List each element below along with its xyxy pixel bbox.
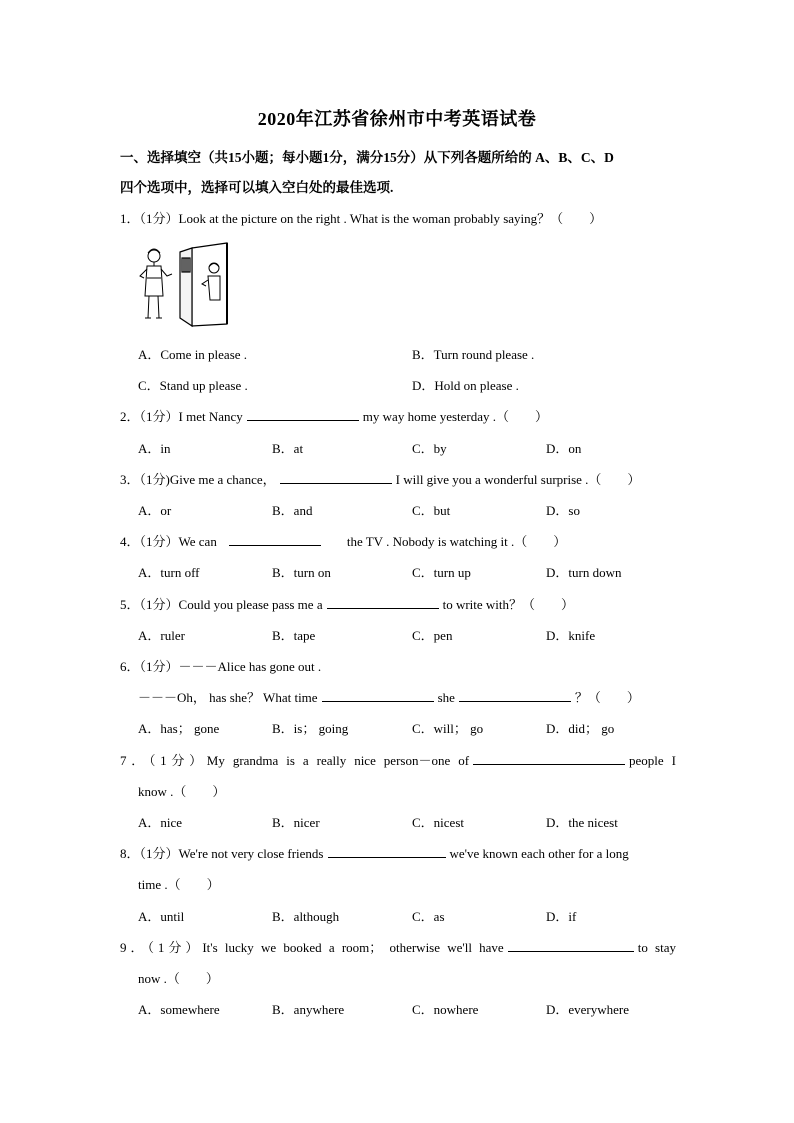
- question-score: （1分）: [139, 846, 179, 861]
- q7-option-a[interactable]: A．nice: [138, 815, 183, 830]
- question-4: [120, 531, 676, 550]
- section-instruction-line-2: 四个选项中，选择可以填入空白处的最佳选项.: [120, 180, 394, 195]
- q8-option-d[interactable]: D．if: [546, 909, 577, 924]
- q6-option-d[interactable]: D．did； go: [546, 721, 615, 736]
- q6-option-a[interactable]: A．has； gone: [138, 721, 220, 736]
- q9-option-c[interactable]: C．nowhere: [412, 1002, 479, 1017]
- answer-blank-2[interactable]: [459, 689, 571, 702]
- q9-option-b[interactable]: B．anywhere: [272, 1002, 345, 1017]
- question-number: 1．: [120, 211, 140, 226]
- q9-option-d[interactable]: D．everywhere: [546, 1002, 630, 1017]
- answer-blank[interactable]: [280, 471, 392, 484]
- question-number: 2．: [120, 409, 140, 424]
- q2-option-c[interactable]: C．by: [412, 441, 447, 456]
- question-stem-part: I met Nancy: [178, 409, 243, 424]
- answer-blank[interactable]: [328, 845, 446, 858]
- question-number: 7．: [120, 753, 149, 768]
- q1-option-c[interactable]: C．Stand up please .: [138, 378, 248, 393]
- question-stem-part: We're not very close friends: [178, 846, 324, 861]
- question-stem-part: －－－Oh， has she？ What time: [138, 690, 318, 705]
- question-6: [120, 656, 676, 675]
- question-8: [120, 843, 676, 862]
- woman-figure: [140, 249, 172, 318]
- q7-option-b[interactable]: B．nicer: [272, 815, 320, 830]
- question-stem-part: we've known each other for a long: [449, 846, 629, 861]
- q6-option-c[interactable]: C．will； go: [412, 721, 484, 736]
- question-score: （1分): [139, 472, 170, 487]
- question-9: [120, 937, 676, 956]
- q7-option-c[interactable]: C．nicest: [412, 815, 464, 830]
- question-stem-part: My grandma is a really nice person－one of: [206, 753, 470, 768]
- question-number: 4．: [120, 534, 140, 549]
- q3-option-d[interactable]: D．so: [546, 503, 580, 518]
- question-7-continuation: know .（ ）: [138, 784, 226, 799]
- question-stem-part: she: [437, 690, 455, 705]
- answer-blank[interactable]: [508, 939, 634, 952]
- question-score: （1分）: [139, 409, 179, 424]
- question-6-line-2: [138, 687, 640, 706]
- q2-option-d[interactable]: D．on: [546, 441, 582, 456]
- question-stem-part: We can: [178, 534, 217, 549]
- question-3: [120, 469, 676, 488]
- question-stem-part: my way home yesterday .（ ）: [362, 409, 549, 424]
- q3-option-b[interactable]: B．and: [272, 503, 313, 518]
- question-stem-part: Give me a chance，: [169, 472, 276, 487]
- question-stem-part: ？（ ）: [574, 690, 640, 705]
- q5-option-c[interactable]: C．pen: [412, 628, 453, 643]
- answer-blank[interactable]: [229, 533, 321, 546]
- q8-option-c[interactable]: C．as: [412, 909, 445, 924]
- question-score: （1分）: [139, 534, 179, 549]
- question-number: 9．: [120, 940, 148, 955]
- question-stem-part: Could you please pass me a: [178, 597, 323, 612]
- question-stem-part: the TV . Nobody is watching it .（ ）: [346, 534, 567, 549]
- q5-option-a[interactable]: A．ruler: [138, 628, 185, 643]
- q2-option-b[interactable]: B．at: [272, 441, 304, 456]
- question-score: （1分）: [147, 940, 203, 955]
- question-number: 3．: [120, 472, 140, 487]
- question-8-continuation: time .（ ）: [138, 877, 220, 892]
- q3-option-c[interactable]: C．but: [412, 503, 451, 518]
- question-number: 6．: [120, 659, 140, 674]
- question-number: 8．: [120, 846, 140, 861]
- q4-option-c[interactable]: C．turn up: [412, 565, 471, 580]
- q2-option-a[interactable]: A．in: [138, 441, 171, 456]
- question-5: [120, 594, 676, 613]
- q4-option-d[interactable]: D．turn down: [546, 565, 622, 580]
- q4-option-a[interactable]: A．turn off: [138, 565, 200, 580]
- answer-blank[interactable]: [247, 408, 359, 421]
- q8-option-a[interactable]: A．until: [138, 909, 185, 924]
- question-stem-part: people I: [629, 753, 676, 768]
- question-score: （1分）: [139, 211, 179, 226]
- q1-option-d[interactable]: D．Hold on please .: [412, 378, 519, 393]
- q5-option-b[interactable]: B．tape: [272, 628, 316, 643]
- question-stem-part: to write with？（ ）: [442, 597, 575, 612]
- q7-option-d[interactable]: D．the nicest: [546, 815, 618, 830]
- question-9-continuation: now .（ ）: [138, 971, 219, 986]
- question-2: [120, 406, 676, 425]
- question-1: [120, 208, 676, 227]
- q6-option-b[interactable]: B．is； going: [272, 721, 349, 736]
- q3-option-a[interactable]: A．or: [138, 503, 172, 518]
- question-score: （1分）: [148, 753, 207, 768]
- section-instruction-line-1: 一、选择填空（共15小题；每小题1分，满分15分）从下列各题所给的 A、B、C、D: [120, 150, 614, 165]
- woman-at-door-illustration: [132, 238, 242, 328]
- question-stem: Look at the picture on the right . What is the woman probably saying？（ ）: [178, 211, 603, 226]
- question-7: [120, 750, 676, 769]
- question-stem-part: －－－Alice has gone out .: [178, 659, 322, 674]
- question-score: （1分）: [139, 659, 179, 674]
- q8-option-b[interactable]: B．although: [272, 909, 340, 924]
- q4-option-b[interactable]: B．turn on: [272, 565, 331, 580]
- answer-blank[interactable]: [327, 596, 439, 609]
- q9-option-a[interactable]: A．somewhere: [138, 1002, 220, 1017]
- q1-option-a[interactable]: A．Come in please .: [138, 347, 248, 362]
- question-stem-part: to stay: [637, 940, 676, 955]
- answer-blank-1[interactable]: [322, 689, 434, 702]
- page-title: 2020年江苏省徐州市中考英语试卷: [257, 109, 537, 129]
- question-score: （1分）: [139, 597, 179, 612]
- answer-blank[interactable]: [473, 752, 625, 765]
- q1-option-b[interactable]: B．Turn round please .: [412, 347, 535, 362]
- q5-option-d[interactable]: D．knife: [546, 628, 596, 643]
- question-stem-part: I will give you a wonderful surprise .（ ）: [395, 472, 641, 487]
- question-number: 5．: [120, 597, 140, 612]
- question-stem-part: It's lucky we booked a room； otherwise we'll have: [202, 940, 504, 955]
